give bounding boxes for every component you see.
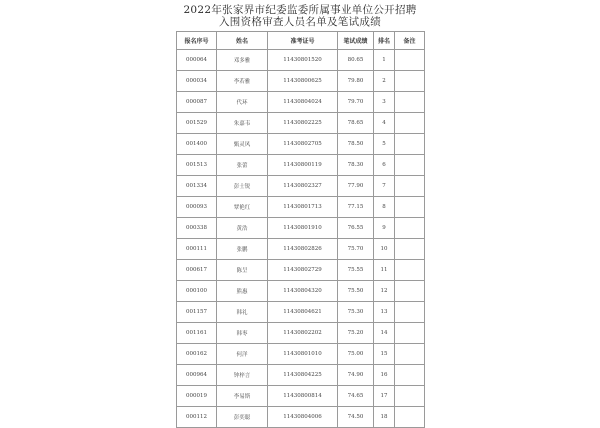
- table-row: [177, 218, 425, 239]
- cell-written-score: 74.90: [338, 365, 374, 386]
- cell-written-score: 76.55: [338, 218, 374, 239]
- cell-name: 钟梓言: [217, 365, 268, 386]
- cell-name: 张蕾: [217, 155, 268, 176]
- cell-written-score: 78.50: [338, 134, 374, 155]
- cell-name: 李易斯: [217, 386, 268, 407]
- cell-note: [395, 155, 425, 176]
- cell-note: [395, 365, 425, 386]
- cell-rank: 2: [374, 71, 395, 92]
- cell-registration-number: 001513: [177, 155, 217, 176]
- cell-registration-number: 000093: [177, 197, 217, 218]
- cell-note: [395, 386, 425, 407]
- cell-rank: 18: [374, 407, 395, 428]
- cell-ticket-number: 11430804024: [268, 92, 338, 113]
- cell-registration-number: 000100: [177, 281, 217, 302]
- cell-ticket-number: 11430801713: [268, 197, 338, 218]
- cell-ticket-number: 11430804320: [268, 281, 338, 302]
- cell-rank: 17: [374, 386, 395, 407]
- table-row: [177, 260, 425, 281]
- cell-ticket-number: 11430802202: [268, 323, 338, 344]
- table-row: [177, 134, 425, 155]
- header-rank: 排名: [374, 32, 395, 50]
- cell-rank: 16: [374, 365, 395, 386]
- table-row: [177, 176, 425, 197]
- cell-name: 彭奕聪: [217, 407, 268, 428]
- table-row: [177, 365, 425, 386]
- cell-registration-number: 001400: [177, 134, 217, 155]
- cell-ticket-number: 11430802705: [268, 134, 338, 155]
- cell-registration-number: 001161: [177, 323, 217, 344]
- cell-registration-number: 000034: [177, 71, 217, 92]
- cell-registration-number: 000111: [177, 239, 217, 260]
- cell-name: 何洋: [217, 344, 268, 365]
- cell-ticket-number: 11430804621: [268, 302, 338, 323]
- cell-written-score: 78.30: [338, 155, 374, 176]
- cell-note: [395, 302, 425, 323]
- cell-name: 黄浩: [217, 218, 268, 239]
- table-row: [177, 302, 425, 323]
- cell-note: [395, 113, 425, 134]
- cell-name: 覃艳红: [217, 197, 268, 218]
- cell-registration-number: 001529: [177, 113, 217, 134]
- cell-ticket-number: 11430802826: [268, 239, 338, 260]
- cell-note: [395, 92, 425, 113]
- header-note: 备注: [395, 32, 425, 50]
- table-row: [177, 113, 425, 134]
- cell-registration-number: 000964: [177, 365, 217, 386]
- cell-name: 邓多雅: [217, 50, 268, 71]
- cell-name: 彭士锐: [217, 176, 268, 197]
- cell-ticket-number: 11430802225: [268, 113, 338, 134]
- cell-written-score: 75.70: [338, 239, 374, 260]
- cell-note: [395, 323, 425, 344]
- cell-ticket-number: 11430800119: [268, 155, 338, 176]
- cell-registration-number: 000019: [177, 386, 217, 407]
- cell-note: [395, 407, 425, 428]
- cell-written-score: 74.50: [338, 407, 374, 428]
- table-row: [177, 50, 425, 71]
- cell-name: 韩枣: [217, 323, 268, 344]
- cell-note: [395, 239, 425, 260]
- cell-ticket-number: 11430804225: [268, 365, 338, 386]
- cell-written-score: 78.65: [338, 113, 374, 134]
- cell-written-score: 75.00: [338, 344, 374, 365]
- cell-note: [395, 71, 425, 92]
- cell-written-score: 79.70: [338, 92, 374, 113]
- cell-written-score: 77.90: [338, 176, 374, 197]
- cell-written-score: 75.55: [338, 260, 374, 281]
- cell-rank: 6: [374, 155, 395, 176]
- header-registration-number: 报名序号: [177, 32, 217, 50]
- cell-note: [395, 218, 425, 239]
- header-ticket-number: 准考证号: [268, 32, 338, 50]
- table-row: [177, 92, 425, 113]
- cell-note: [395, 260, 425, 281]
- cell-name: 陈呈: [217, 260, 268, 281]
- cell-rank: 7: [374, 176, 395, 197]
- cell-registration-number: 000338: [177, 218, 217, 239]
- cell-registration-number: 000087: [177, 92, 217, 113]
- table-row: [177, 71, 425, 92]
- cell-written-score: 80.65: [338, 50, 374, 71]
- cell-ticket-number: 11430801520: [268, 50, 338, 71]
- table-row: [177, 155, 425, 176]
- cell-written-score: 77.15: [338, 197, 374, 218]
- cell-registration-number: 000617: [177, 260, 217, 281]
- cell-name: 张鹏: [217, 239, 268, 260]
- cell-rank: 4: [374, 113, 395, 134]
- title-line-2: 入围资格审查人员名单及笔试成绩: [219, 16, 381, 28]
- table-row: [177, 239, 425, 260]
- table-row: [177, 281, 425, 302]
- cell-name: 甄灵风: [217, 134, 268, 155]
- cell-name: 韩礼: [217, 302, 268, 323]
- cell-note: [395, 134, 425, 155]
- cell-note: [395, 176, 425, 197]
- cell-rank: 14: [374, 323, 395, 344]
- document-title: [0, 4, 600, 28]
- cell-name: 李若雅: [217, 71, 268, 92]
- cell-rank: 15: [374, 344, 395, 365]
- table-body: [177, 50, 425, 428]
- cell-registration-number: 000112: [177, 407, 217, 428]
- cell-ticket-number: 11430801910: [268, 218, 338, 239]
- cell-ticket-number: 11430802327: [268, 176, 338, 197]
- cell-rank: 8: [374, 197, 395, 218]
- cell-registration-number: 001334: [177, 176, 217, 197]
- table-row: [177, 344, 425, 365]
- cell-name: 熊惠: [217, 281, 268, 302]
- cell-name: 朱嘉韦: [217, 113, 268, 134]
- cell-ticket-number: 11430801010: [268, 344, 338, 365]
- cell-written-score: 74.65: [338, 386, 374, 407]
- cell-ticket-number: 11430802729: [268, 260, 338, 281]
- cell-name: 代环: [217, 92, 268, 113]
- cell-rank: 12: [374, 281, 395, 302]
- cell-note: [395, 50, 425, 71]
- table-header-row: [177, 32, 425, 50]
- cell-rank: 3: [374, 92, 395, 113]
- cell-written-score: 75.50: [338, 281, 374, 302]
- cell-rank: 5: [374, 134, 395, 155]
- cell-registration-number: 000064: [177, 50, 217, 71]
- cell-rank: 9: [374, 218, 395, 239]
- cell-note: [395, 344, 425, 365]
- cell-rank: 10: [374, 239, 395, 260]
- header-written-score: 笔试成绩: [338, 32, 374, 50]
- cell-written-score: 75.30: [338, 302, 374, 323]
- table-row: [177, 407, 425, 428]
- table-row: [177, 323, 425, 344]
- cell-ticket-number: 11430800814: [268, 386, 338, 407]
- cell-ticket-number: 11430800625: [268, 71, 338, 92]
- cell-registration-number: 000162: [177, 344, 217, 365]
- cell-rank: 11: [374, 260, 395, 281]
- table-row: [177, 386, 425, 407]
- title-line-1: 2022年张家界市纪委监委所属事业单位公开招聘: [183, 4, 417, 16]
- cell-ticket-number: 11430804006: [268, 407, 338, 428]
- cell-note: [395, 197, 425, 218]
- table-row: [177, 197, 425, 218]
- header-name: 姓名: [217, 32, 268, 50]
- results-table: [176, 31, 425, 428]
- cell-rank: 13: [374, 302, 395, 323]
- cell-written-score: 79.80: [338, 71, 374, 92]
- cell-rank: 1: [374, 50, 395, 71]
- cell-registration-number: 001157: [177, 302, 217, 323]
- cell-note: [395, 281, 425, 302]
- cell-written-score: 75.20: [338, 323, 374, 344]
